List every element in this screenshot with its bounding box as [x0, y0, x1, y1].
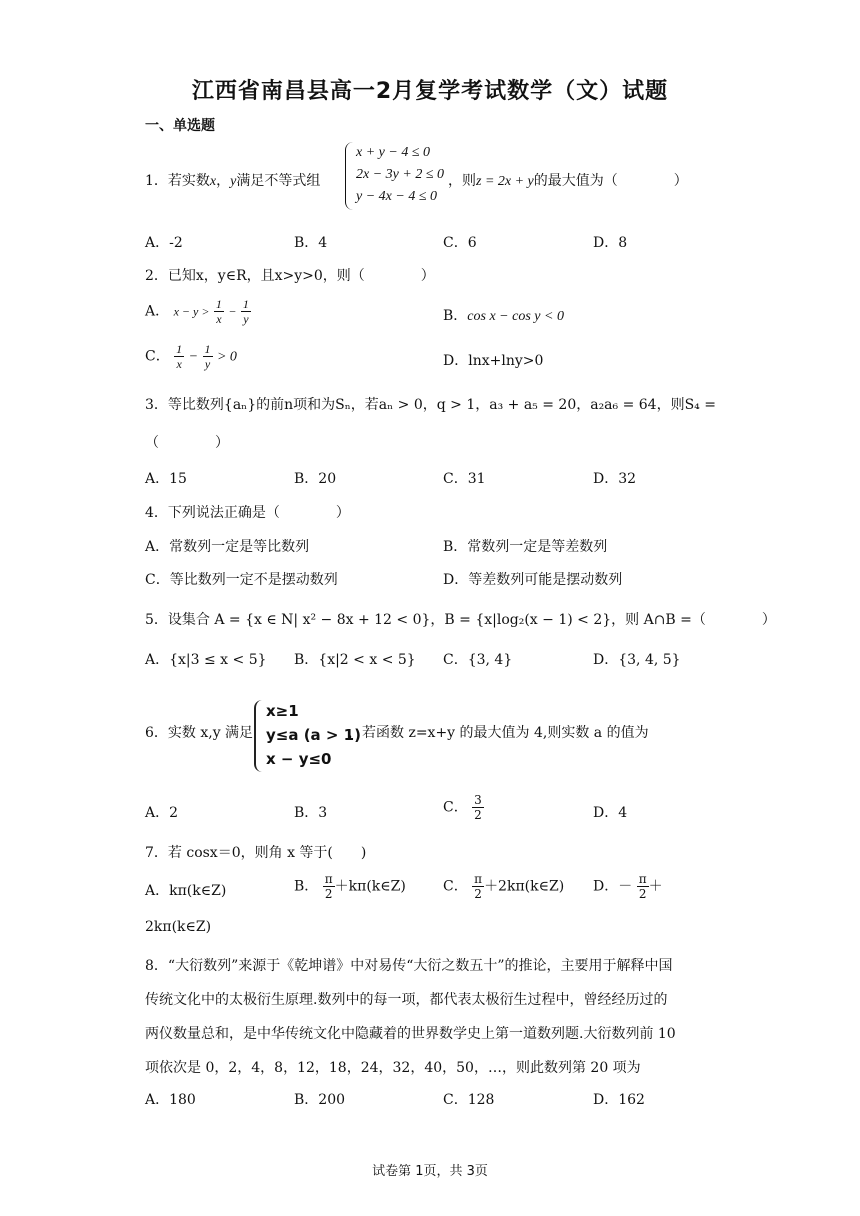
question-8-line: 传统文化中的太极衍生原理.数列中的每一项，都代表太极衍生过程中，曾经经历过的 — [145, 992, 668, 1008]
option-c: C． $\frac{1}{x}$ − $\frac{1}{y}$ > 0 — [145, 342, 237, 371]
option-b: B．4 — [294, 235, 328, 251]
option-c: C．等比数列一定不是摆动数列 — [145, 572, 338, 588]
option-d: D．32 — [593, 471, 637, 487]
question-1-stem-tail: ，则z = 2x + y的最大值为（ ） — [448, 173, 688, 189]
fraction: $\frac{1}{x}$ — [176, 342, 183, 371]
option-c: C．128 — [443, 1092, 495, 1108]
question-3-stem: 3．等比数列{aₙ}的前n项和为Sₙ，若aₙ > 0，q > 1，a₃ + a₅ = 20，a₂a₆ = 64，则S₄ = — [145, 397, 716, 413]
question-2-stem: 2．已知x，y∈R，且x>y>0，则（ ） — [145, 268, 435, 284]
fraction: $\frac{1}{y}$ — [242, 297, 249, 326]
question-8-line: 两仪数量总和，是中华传统文化中隐藏着的世界数学史上第一道数列题.大衍数列前 10 — [145, 1026, 676, 1042]
option-d-wrap: 2kπ(k∈Z) — [145, 919, 212, 935]
question-4-stem: 4．下列说法正确是（ ） — [145, 505, 350, 521]
option-d: D．等差数列可能是摆动数列 — [443, 572, 623, 588]
option-a: A． x − y > $\frac{1}{x}$ − $\frac{1}{y}$ — [145, 297, 249, 326]
question-6-stem-tail: ，若函数 z=x+y 的最大值为 4,则实数 a 的值为 — [348, 725, 649, 741]
option-a: A．kπ(k∈Z) — [145, 883, 227, 899]
question-6-stem: 6．实数 x,y 满足 — [145, 725, 254, 741]
option-d: D．－ $\frac{\pi}{2}$ ＋ — [593, 872, 663, 901]
option-b: B． $\frac{\pi}{2}$ ＋kπ(k∈Z) — [294, 872, 406, 901]
question-7-stem: 7．若 cosx＝0，则角 x 等于( ) — [145, 845, 367, 861]
question-3-paren: （ ） — [145, 435, 229, 451]
option-c: C．31 — [443, 471, 486, 487]
option-b: B．3 — [294, 805, 328, 821]
option-d: D．162 — [593, 1092, 645, 1108]
fraction: $\frac{\pi}{2}$ — [474, 872, 483, 901]
option-a: A．15 — [145, 471, 187, 487]
option-d: D．4 — [593, 805, 628, 821]
constraint-system-image: x≥1 y≤a (a > 1) x − y≤0 — [254, 700, 346, 772]
option-d: D．{3, 4, 5} — [593, 652, 681, 668]
fraction: $\frac{3}{2}$ — [474, 793, 482, 822]
fraction: $\frac{1}{x}$ — [215, 297, 222, 326]
question-8-line: 8．“大衍数列”来源于《乾坤谱》中对易传“大衍之数五十”的推论，主要用于解释中国 — [145, 958, 673, 974]
option-a: A．2 — [145, 805, 179, 821]
page-footer: 试卷第 1页，共 3页 — [372, 1164, 488, 1179]
option-b: B．{x|2 < x < 5} — [294, 652, 416, 668]
option-b: B．20 — [294, 471, 337, 487]
option-d: D．8 — [593, 235, 628, 251]
exam-title: 江西省南昌县高一2月复学考试数学（文）试题 — [191, 79, 669, 104]
option-a: A．{x|3 ≤ x < 5} — [145, 652, 267, 668]
option-c: C．6 — [443, 235, 477, 251]
fraction: $\frac{\pi}{2}$ — [638, 872, 647, 901]
option-b: B．200 — [294, 1092, 346, 1108]
section-heading: 一、单选题 — [145, 118, 215, 134]
option-a: A．常数列一定是等比数列 — [145, 539, 310, 555]
fraction: $\frac{1}{y}$ — [204, 342, 211, 371]
option-c: C． $\frac{3}{2}$ — [443, 793, 482, 822]
option-b: B．cos x − cos y < 0 — [443, 308, 564, 324]
option-c: C． $\frac{\pi}{2}$ ＋2kπ(k∈Z) — [443, 872, 565, 901]
fraction: $\frac{\pi}{2}$ — [324, 872, 333, 901]
option-a: A．-2 — [145, 235, 183, 251]
inequality-system: x + y − 4 ≤ 0 2x − 3y + 2 ≤ 0 y − 4x − 4 ≤ 0 — [356, 145, 445, 204]
option-d: D．lnx+lny>0 — [443, 353, 544, 369]
option-a: A．180 — [145, 1092, 196, 1108]
system-brace — [345, 142, 353, 210]
question-1-stem: 1．若实数x，y满足不等式组 — [145, 173, 321, 189]
option-c: C．{3, 4} — [443, 652, 513, 668]
question-8-line: 项依次是 0，2，4，8，12，18，24，32，40，50，…，则此数列第 20 项为 — [145, 1060, 641, 1076]
question-5-stem: 5．设集合 A = {x ∈ N| x² − 8x + 12 < 0}，B = {x|log₂(x − 1) < 2}，则 A∩B =（ ） — [145, 612, 776, 628]
option-b: B．常数列一定是等差数列 — [443, 539, 608, 555]
